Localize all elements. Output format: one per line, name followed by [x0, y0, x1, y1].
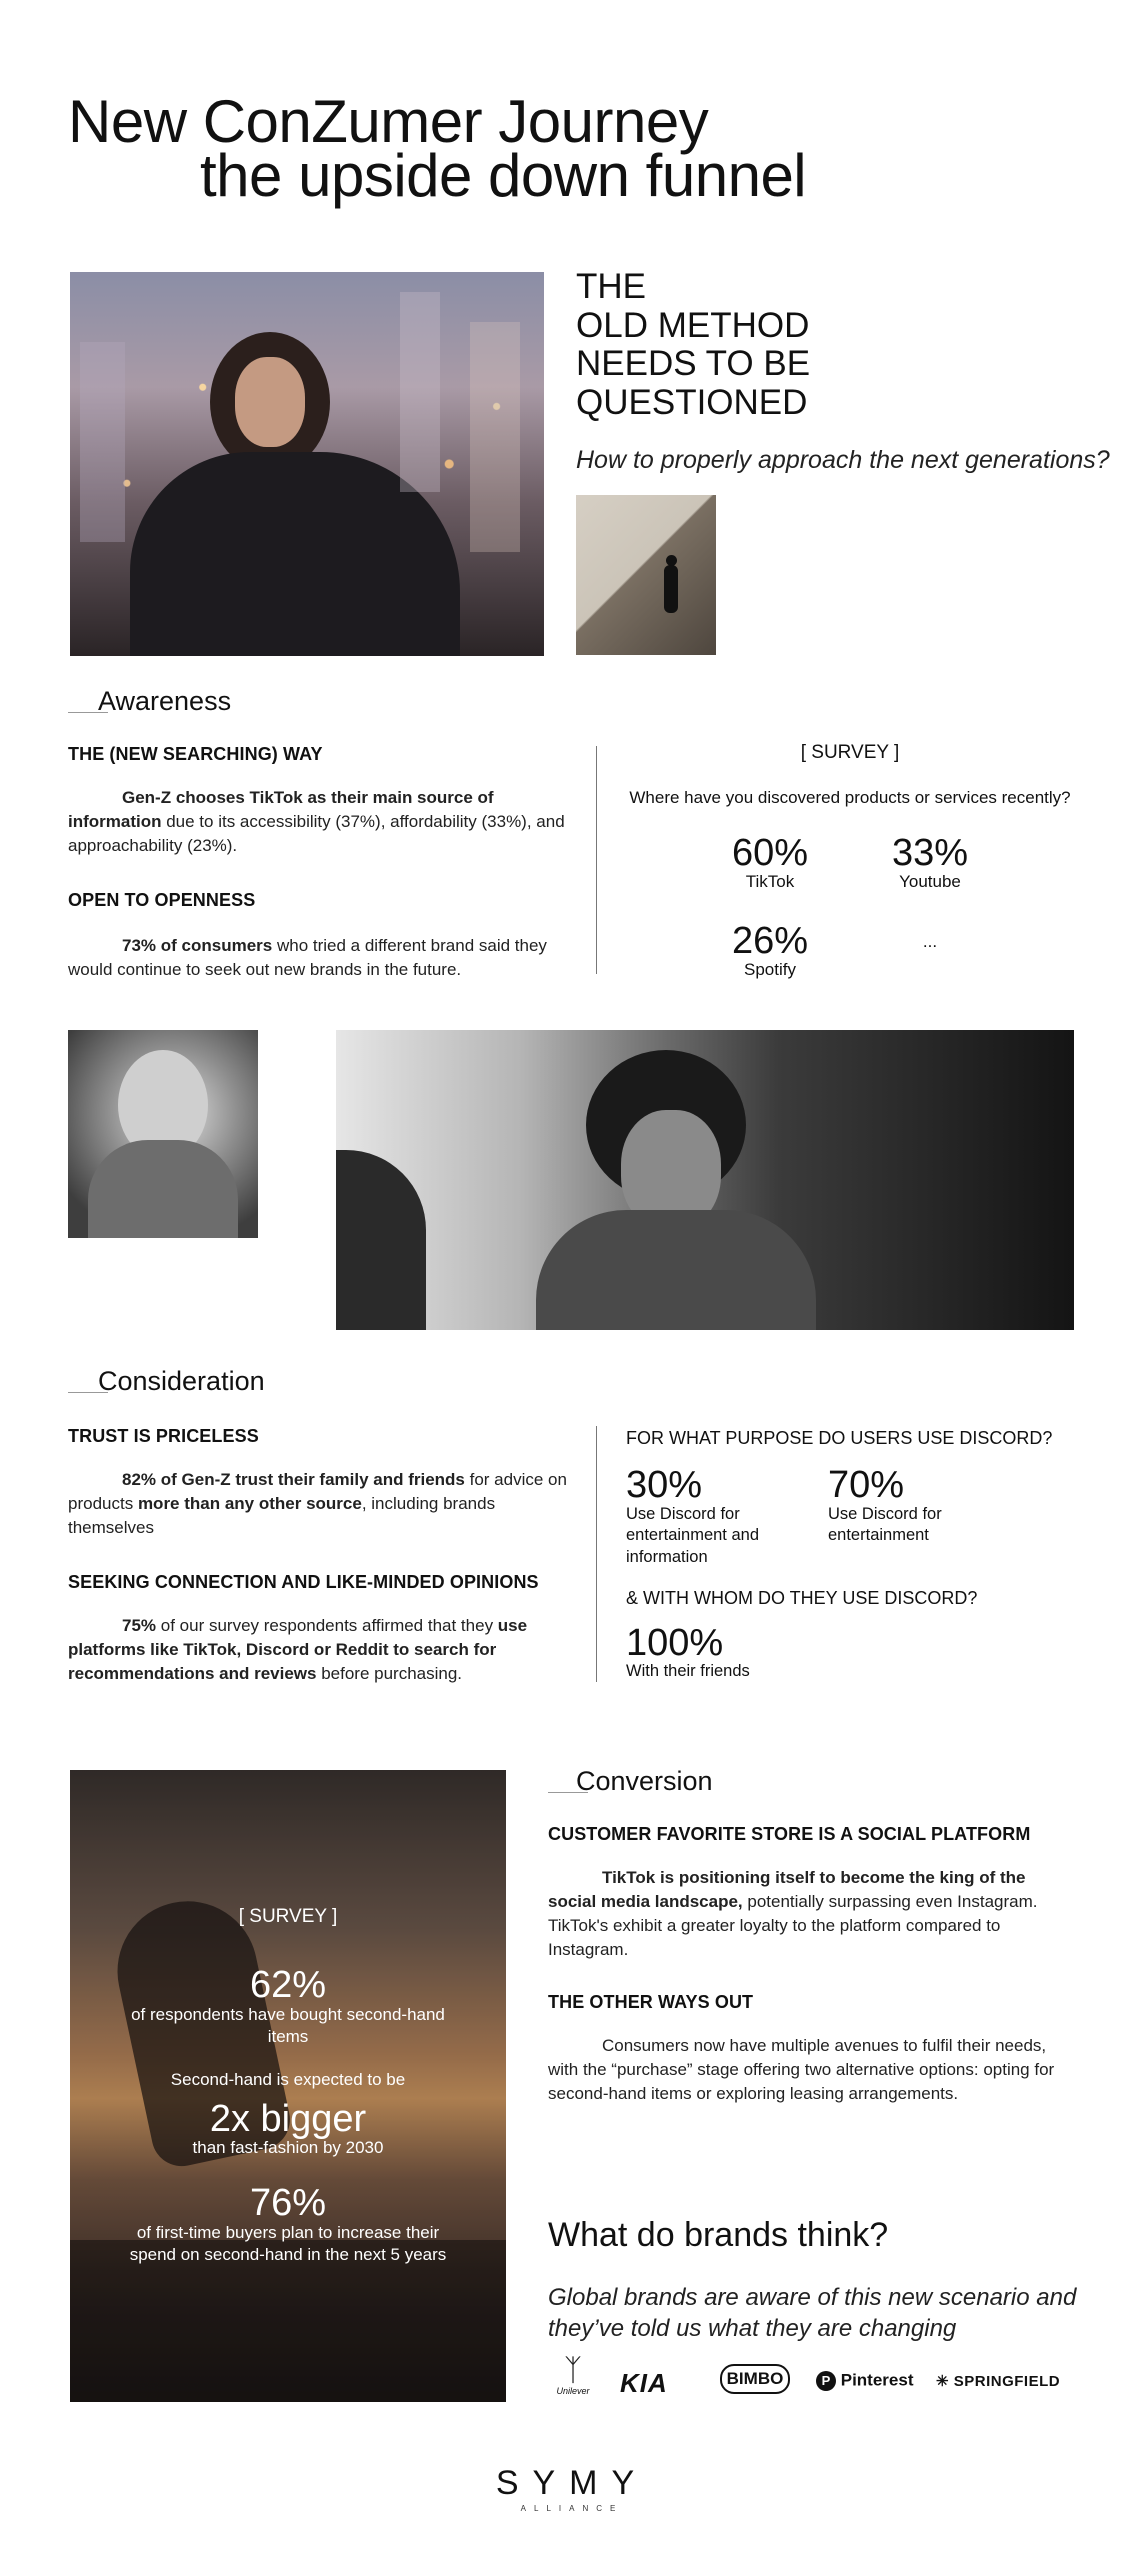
- stat-value: 26%: [731, 920, 809, 962]
- stairs-photo: [576, 495, 716, 655]
- stat-value: 100%: [626, 1622, 724, 1664]
- conversion-stat1: [118, 1966, 458, 2048]
- pinterest-icon: P: [816, 2371, 836, 2391]
- conversion-stat3: [118, 2184, 458, 2266]
- survey-stat-tiktok: [690, 834, 850, 892]
- consideration-block2-bold2: use platforms like TikTok, Discord or Reddit to search for recommendations and reviews: [68, 1616, 528, 1684]
- logo-text: Unilever: [556, 2386, 590, 2396]
- discord-question1: FOR WHAT PURPOSE DO USERS USE DISCORD?: [626, 1428, 1053, 1448]
- discord-stat2: [828, 1466, 1028, 1547]
- survey-stat-youtube: [850, 834, 1010, 892]
- conversion-title: Conversion: [576, 1766, 713, 1796]
- springfield-logo: [936, 2372, 1060, 2390]
- brands-subheading: Global brands are aware of this new scenario and they’ve told us what they are changing: [548, 2284, 1077, 2343]
- stat-label: TikTok: [745, 872, 795, 891]
- awareness-survey-question: Where have you discovered products or services recently?: [629, 788, 1071, 807]
- consideration-vertical-divider: [596, 1426, 597, 1682]
- stat-label: With their friends: [626, 1662, 750, 1680]
- conversion-block1-rest: potentially surpassing even Instagram. TikTok's exhibit a greater loyalty to the platform compared to Instagram.: [548, 1892, 1038, 1960]
- survey-stat-more: [850, 932, 1010, 952]
- conversion-block2-text: Consumers now have multiple avenues to fulfil their needs, with the “purchase” stage offering two alternative options: opting for second-hand items or exploring leasing arrangements.: [548, 2036, 1055, 2104]
- awareness-block2-bold: 73% of consumers: [122, 936, 273, 955]
- intro-heading-line3: NEEDS TO BE: [576, 344, 811, 383]
- woman-city-photo: [70, 272, 544, 656]
- consideration-block2-bold1: 75%: [122, 1616, 157, 1635]
- intro-heading: [576, 268, 810, 422]
- page-title-line1: New ConZumer Journey: [68, 88, 709, 155]
- consideration-title: Consideration: [98, 1366, 265, 1396]
- stat-value: 33%: [891, 832, 969, 874]
- consideration-block1-text2: , including brands themselves: [68, 1494, 496, 1538]
- stat-label: Use Discord for entertainment: [828, 1505, 942, 1545]
- awareness-block1-rest: due to its accessibility (37%), affordability (33%), and approachability (23%).: [68, 812, 565, 856]
- awareness-block2-heading: OPEN TO OPENNESS: [68, 890, 256, 910]
- pinterest-logo: [816, 2370, 913, 2391]
- discord-question2: & WITH WHOM DO THEY USE DISCORD?: [626, 1588, 978, 1608]
- consideration-block1-text1: for advice on products: [68, 1470, 567, 1514]
- awareness-block2-text: [68, 934, 568, 982]
- bimbo-logo: BIMBO: [720, 2364, 790, 2394]
- stat-value: 76%: [249, 2182, 327, 2224]
- logo-text: SPRINGFIELD: [953, 2373, 1061, 2390]
- conversion-stat2: [70, 2100, 506, 2158]
- consideration-block2-text2: before purchasing.: [316, 1664, 463, 1684]
- springfield-star-icon: ✳: [936, 2373, 950, 2390]
- awareness-survey-label: [ SURVEY ]: [800, 742, 900, 763]
- footer-tagline: ALLIANCE: [520, 2504, 624, 2513]
- consideration-block2-text1: of our survey respondents affirmed that they: [156, 1616, 498, 1635]
- stat-value: 60%: [731, 832, 809, 874]
- intro-heading-line1: THE: [576, 267, 646, 306]
- discord-stat3: [626, 1624, 886, 1681]
- intro-heading-line2: OLD METHOD: [576, 305, 810, 345]
- stat-value: 30%: [626, 1464, 703, 1506]
- discord-stat1: [626, 1466, 826, 1568]
- conversion-block1-text: [548, 1866, 1048, 1963]
- awareness-block1-heading: THE (NEW SEARCHING) WAY: [68, 744, 323, 764]
- awareness-vertical-divider: [596, 746, 597, 974]
- intro-heading-line4: QUESTIONED: [576, 382, 808, 422]
- sunset-survey-panel: [70, 1770, 506, 2402]
- stat-label: Youtube: [899, 872, 961, 891]
- conversion-block1-bold: TikTok is positioning itself to become the king of the social media landscape,: [548, 1868, 1026, 1912]
- awareness-block1-text: [68, 786, 568, 858]
- kia-logo: KIA: [620, 2368, 668, 2398]
- consideration-block2-heading: SEEKING CONNECTION AND LIKE-MINDED OPINIONS: [68, 1572, 539, 1592]
- intro-subheading: How to properly approach the next generations?: [576, 446, 1110, 474]
- stat-label: ...: [922, 932, 938, 951]
- unilever-u-icon: ᛉ: [564, 2354, 582, 2387]
- consideration-block1-bold2: more than any other source: [137, 1494, 362, 1514]
- woman-hoodie-photo: [68, 1030, 258, 1238]
- brands-heading: What do brands think?: [548, 2216, 889, 2254]
- awareness-title: Awareness: [98, 686, 232, 716]
- young-man-photo: [336, 1030, 1074, 1330]
- conversion-block2-heading: THE OTHER WAYS OUT: [548, 1992, 754, 2012]
- consideration-block1-text: [68, 1468, 568, 1540]
- stat-label: Spotify: [744, 960, 796, 979]
- stat-label: of first-time buyers plan to increase their spend on second-hand in the next 5 years: [129, 2223, 447, 2265]
- stat-label: Use Discord for entertainment and information: [626, 1505, 760, 1566]
- consideration-block2-text: [68, 1614, 578, 1686]
- conversion-block1-heading: CUSTOMER FAVORITE STORE IS A SOCIAL PLATFORM: [548, 1824, 1031, 1844]
- unilever-logo: [548, 2356, 598, 2396]
- consideration-block1-heading: TRUST IS PRICELESS: [68, 1426, 259, 1446]
- survey-stat-spotify: [690, 922, 850, 980]
- consideration-block1-bold1: 82% of Gen-Z trust their family and friends: [122, 1470, 465, 1489]
- conversion-survey-label: [ SURVEY ]: [238, 1906, 338, 1927]
- footer-logo: [0, 2466, 1144, 2513]
- awareness-block1-bold: Gen-Z chooses TikTok as their main source of information: [68, 788, 494, 832]
- logo-text: Pinterest: [840, 2370, 914, 2390]
- awareness-block2-rest: who tried a different brand said they would continue to seek out new brands in the future.: [68, 936, 547, 980]
- stat-value: 2x bigger: [209, 2098, 367, 2140]
- stat-value: 62%: [249, 1964, 327, 2006]
- stat-label: of respondents have bought second-hand items: [131, 2005, 445, 2047]
- stat-value: 70%: [828, 1464, 905, 1506]
- conversion-stat2-intro: Second-hand is expected to be: [170, 2070, 406, 2089]
- symy-logo-text: SYMY: [495, 2464, 649, 2502]
- page-title-line2: the upside down funnel: [200, 142, 807, 209]
- stat-label: than fast-fashion by 2030: [192, 2138, 384, 2157]
